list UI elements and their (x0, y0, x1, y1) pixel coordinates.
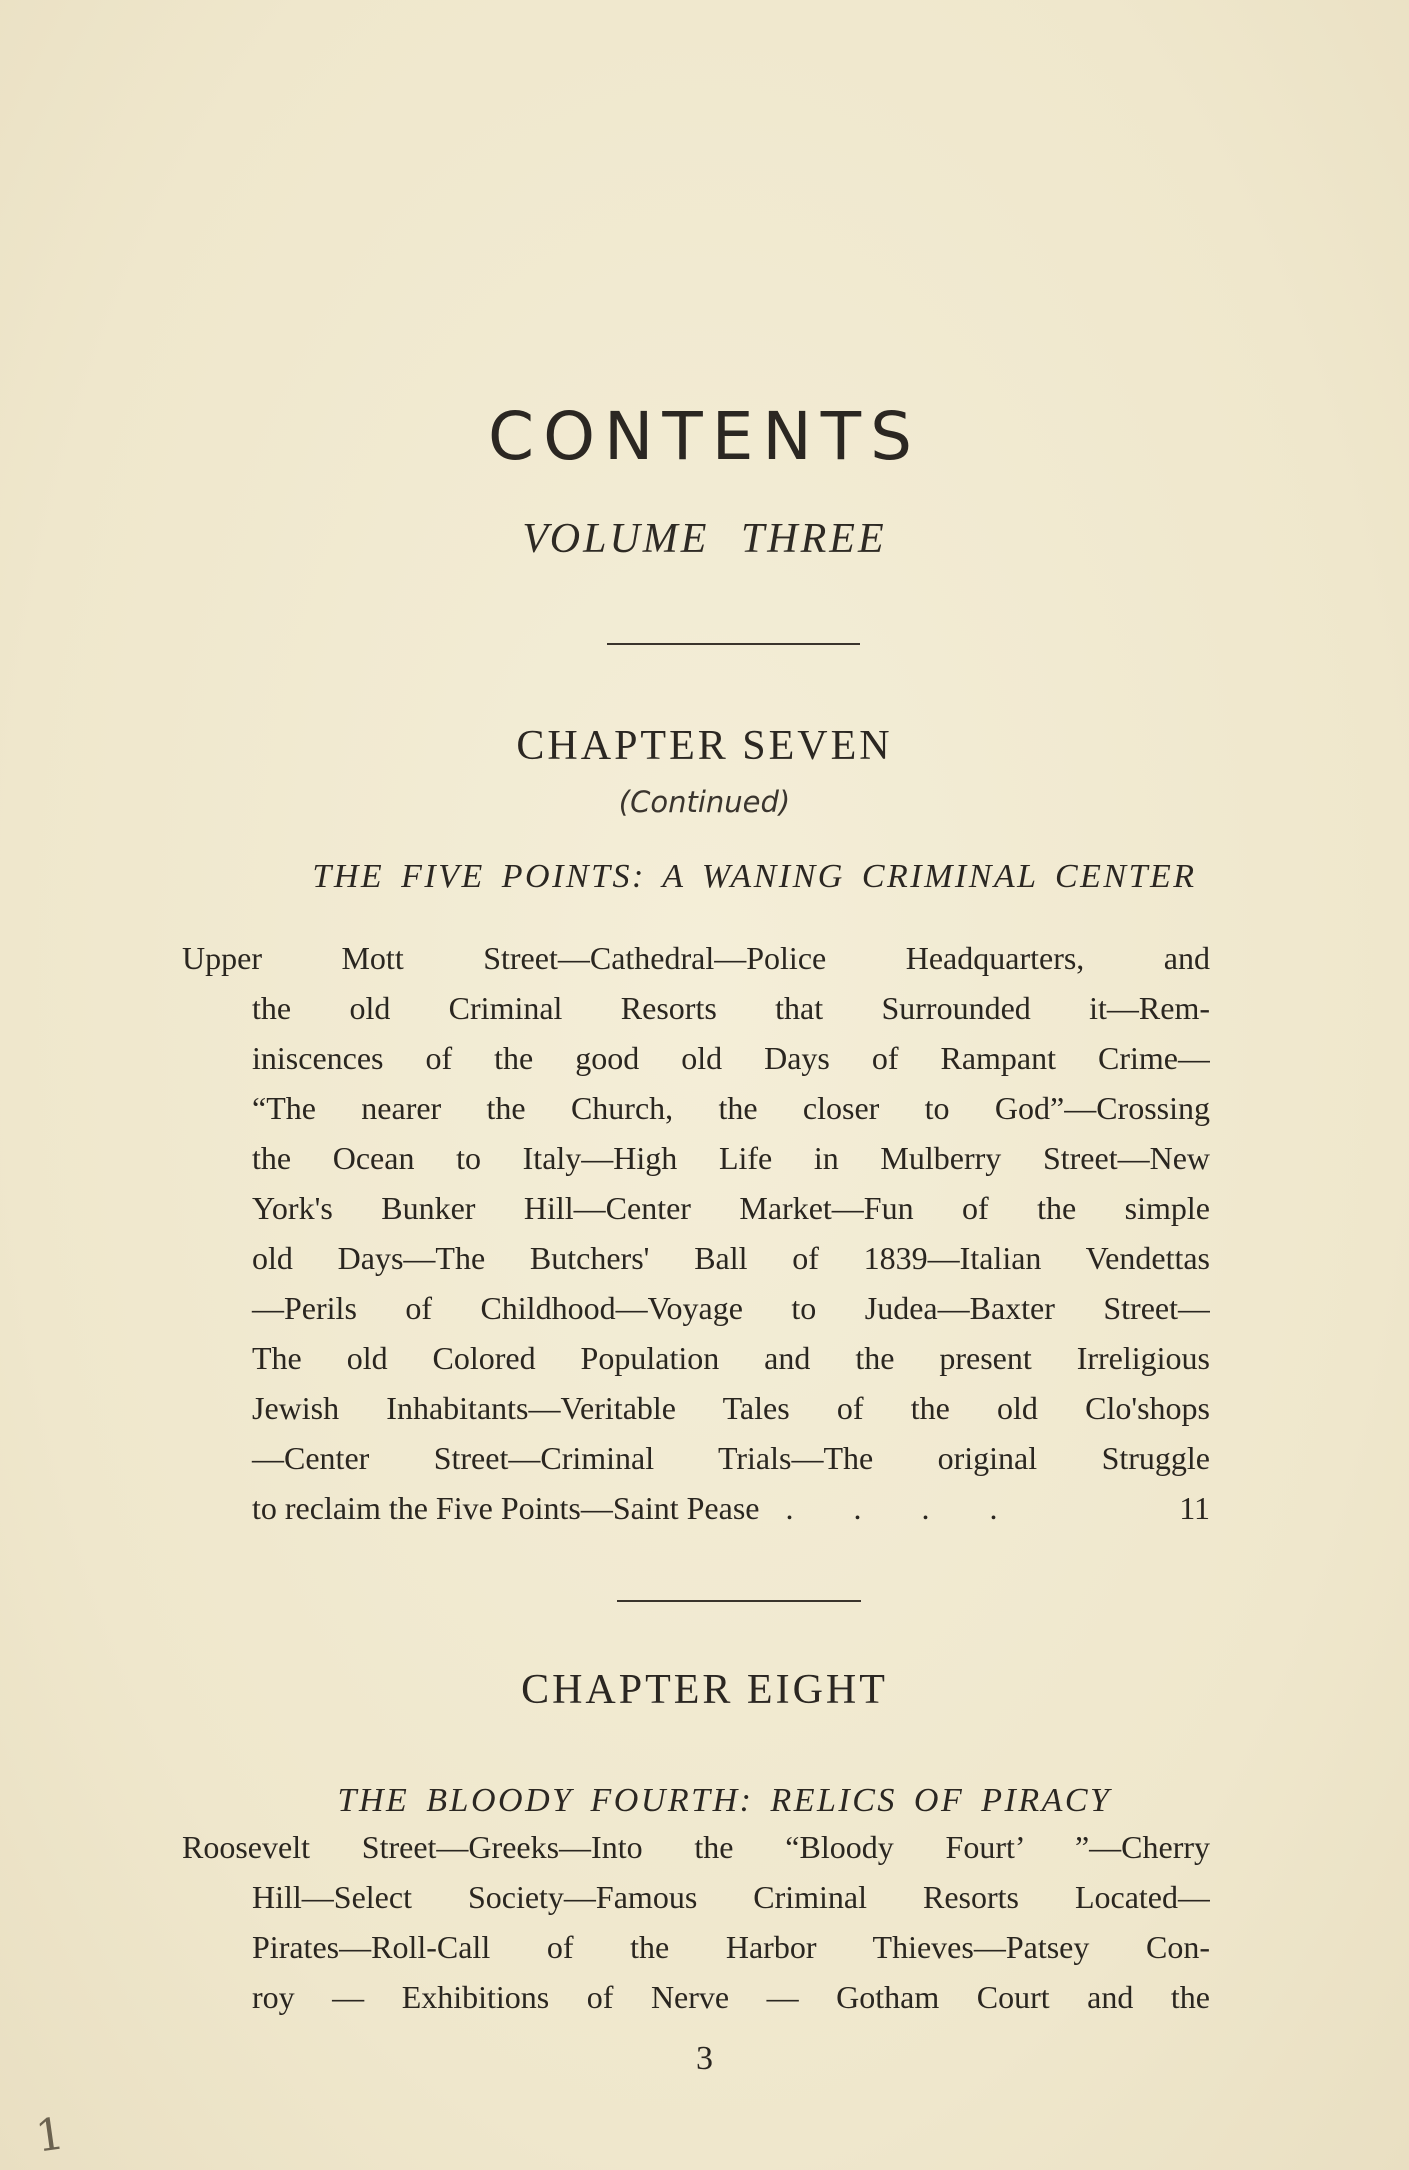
synopsis-line: Hill—Select Society—Famous Criminal Resorts Located— (252, 1879, 1210, 1915)
chapter-eight-heading: CHAPTER EIGHT (521, 1667, 888, 1713)
synopsis-line: Pirates—Roll-Call of the Harbor Thieves—Patsey Con- (252, 1929, 1210, 1965)
page-title: CONTENTS (487, 398, 921, 475)
continued-note: (Continued) (618, 785, 791, 819)
synopsis-line: “The nearer the Church, the closer to God”—Crossing (252, 1090, 1210, 1126)
synopsis-line: Jewish Inhabitants—Veritable Tales of the old Clo'shops (252, 1390, 1210, 1426)
page-number: 3 (696, 2040, 713, 2077)
synopsis-line: —Perils of Childhood—Voyage to Judea—Baxter Street— (252, 1290, 1210, 1326)
chapter-eight-subtitle: THE BLOODY FOURTH: RELICS OF PIRACY (337, 1782, 1112, 1819)
divider-rule (607, 643, 860, 645)
synopsis-line: The old Colored Population and the present Irreligious (252, 1340, 1210, 1376)
synopsis-line: old Days—The Butchers' Ball of 1839—Italian Vendettas (252, 1240, 1210, 1276)
divider-rule (617, 1600, 861, 1602)
volume-title: VOLUME THREE (522, 516, 887, 562)
dot-leader: . . . . (785, 1490, 1024, 1526)
chapter-seven-synopsis (182, 933, 1210, 1533)
chapter-eight-synopsis (182, 1822, 1210, 2022)
handwritten-corner-mark: 1 (32, 2108, 68, 2163)
synopsis-line: roy — Exhibitions of Nerve — Gotham Court and the (252, 1979, 1210, 2015)
chapter-seven-subtitle: THE FIVE POINTS: A WANING CRIMINAL CENTER (312, 858, 1197, 895)
synopsis-line: Upper Mott Street—Cathedral—Police Headquarters, and (182, 940, 1210, 976)
chapter-seven-heading: CHAPTER SEVEN (516, 723, 893, 769)
synopsis-line: to reclaim the Five Points—Saint Pease (252, 1490, 760, 1526)
synopsis-line: iniscences of the good old Days of Rampant Crime— (252, 1040, 1210, 1076)
synopsis-line: the Ocean to Italy—High Life in Mulberry Street—New (252, 1140, 1210, 1176)
chapter-page-number: 11 (1179, 1490, 1210, 1526)
synopsis-line: —Center Street—Criminal Trials—The original Struggle (252, 1440, 1210, 1476)
synopsis-line: the old Criminal Resorts that Surrounded it—Rem- (252, 990, 1210, 1026)
toc-entry-last-line (182, 1483, 1210, 1533)
synopsis-line: Roosevelt Street—Greeks—Into the “Bloody Fourt’ ”—Cherry (182, 1829, 1210, 1865)
synopsis-line: York's Bunker Hill—Center Market—Fun of the simple (252, 1190, 1210, 1226)
